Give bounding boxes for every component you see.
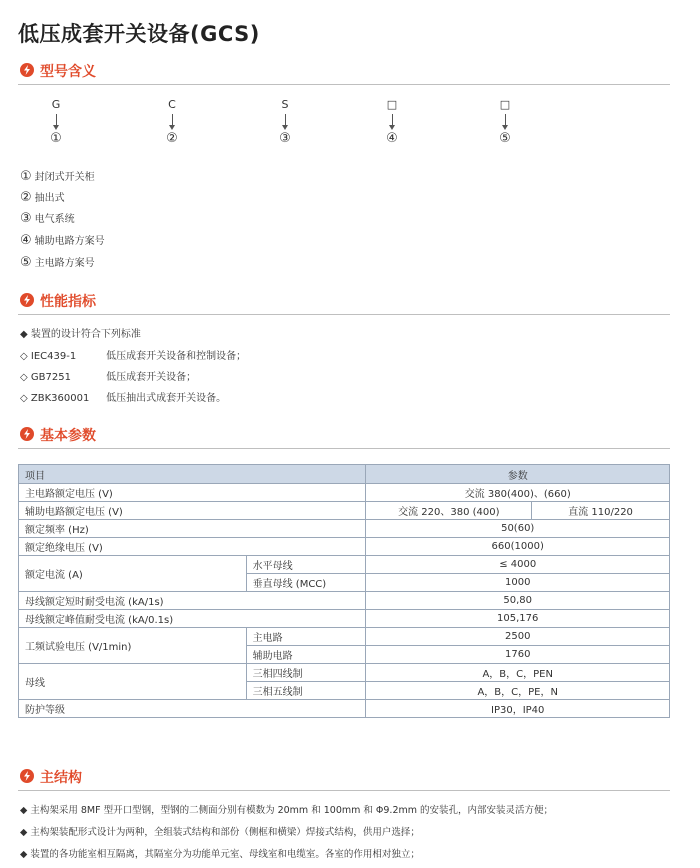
section-header-model — [18, 60, 670, 85]
row-label: 辅助电路额定电压 (V) — [19, 502, 366, 520]
model-meaning-item — [20, 254, 95, 270]
structure-item: ◆ 装置的各功能室相互隔离，其隔室分为功能单元室、母线室和电缆室。各室的作用相对独立； — [20, 849, 420, 860]
table-row — [19, 538, 670, 556]
row-sublabel: 水平母线 — [246, 556, 366, 574]
item-text: 封闭式开关柜 — [34, 172, 95, 183]
column-header: 参数 — [366, 465, 670, 484]
item-text: 电气系统 — [34, 214, 75, 225]
code-number: ④ — [386, 131, 398, 146]
model-meaning-item — [20, 189, 65, 205]
table-header-row — [19, 465, 670, 484]
diamond-icon: ◇ — [20, 351, 28, 362]
standard-desc: 低压抽出式成套开关设备。 — [106, 393, 227, 404]
item-text: 辅助电路方案号 — [34, 236, 105, 247]
model-meaning-item — [20, 168, 95, 184]
lightning-icon — [20, 427, 34, 441]
table-row — [19, 484, 670, 502]
row-value: 交流 220、380 (400) — [366, 502, 532, 520]
row-value: ≤ 4000 — [366, 556, 670, 574]
row-value: 2500 — [366, 628, 670, 646]
row-sublabel: 三相四线制 — [246, 664, 366, 682]
lightning-icon — [20, 293, 34, 307]
table-row — [19, 664, 670, 682]
standard-desc: 低压成套开关设备； — [106, 372, 197, 383]
item-number: ⑤ — [20, 255, 32, 270]
section-header-params — [18, 424, 670, 449]
row-label: 额定频率 (Hz) — [19, 520, 366, 538]
row-sublabel: 三相五线制 — [246, 682, 366, 700]
row-value: 660(1000) — [366, 538, 670, 556]
item-number: ① — [20, 169, 32, 184]
item-number: ② — [20, 190, 32, 205]
table-row — [19, 592, 670, 610]
standard-item — [20, 347, 246, 362]
page-title: 低压成套开关设备(GCS) — [18, 22, 260, 46]
code-number: ② — [166, 131, 178, 146]
column-header: 项目 — [19, 465, 366, 484]
row-sublabel: 主电路 — [246, 628, 366, 646]
standard-code: ZBK360001 — [30, 393, 90, 404]
section-title: 型号含义 — [40, 64, 96, 80]
arrow-down-icon — [285, 114, 286, 126]
arrow-down-icon — [505, 114, 506, 126]
item-text: 主电路方案号 — [34, 258, 95, 269]
code-number: ⑤ — [499, 131, 511, 146]
row-label: 主电路额定电压 (V) — [19, 484, 366, 502]
row-label: 母线 — [19, 664, 247, 700]
row-value: 50,80 — [366, 592, 670, 610]
row-value: 直流 110/220 — [532, 502, 670, 520]
table-row — [19, 520, 670, 538]
row-sublabel: 垂直母线 (MCC) — [246, 574, 366, 592]
code-number: ① — [50, 131, 62, 146]
row-value: 交流 380(400)、(660) — [366, 484, 670, 502]
row-value: IP30，IP40 — [366, 700, 670, 718]
row-value: 105,176 — [366, 610, 670, 628]
standard-code: GB7251 — [30, 372, 71, 383]
item-text: 抽出式 — [34, 193, 65, 204]
params-table — [18, 464, 670, 718]
section-title: 性能指标 — [40, 294, 96, 310]
table-row — [19, 700, 670, 718]
section-title: 主结构 — [40, 770, 82, 786]
model-meaning-item — [20, 232, 105, 248]
code-letter: □ — [386, 98, 398, 111]
lightning-icon — [20, 769, 34, 783]
code-letter: C — [168, 98, 176, 111]
row-value: A，B，C，PEN — [366, 664, 670, 682]
standard-item — [20, 368, 196, 383]
table-row — [19, 502, 670, 520]
section-header-structure — [18, 766, 670, 791]
standard-desc: 低压成套开关设备和控制设备； — [106, 351, 247, 362]
diamond-icon: ◇ — [20, 393, 28, 404]
row-label: 工频试验电压 (V/1min) — [19, 628, 247, 664]
code-letter: S — [281, 98, 289, 111]
code-letter: □ — [499, 98, 511, 111]
diamond-icon: ◇ — [20, 372, 28, 383]
row-value: 1000 — [366, 574, 670, 592]
section-title: 基本参数 — [40, 428, 96, 444]
code-number: ③ — [279, 131, 291, 146]
standards-intro: ◆ 装置的设计符合下列标准 — [20, 329, 141, 340]
table-row — [19, 556, 670, 574]
row-label: 母线额定峰值耐受电流 (kA/0.1s) — [19, 610, 366, 628]
row-label: 防护等级 — [19, 700, 366, 718]
row-value: 50(60) — [366, 520, 670, 538]
section-header-performance — [18, 290, 670, 315]
row-label: 额定电流 (A) — [19, 556, 247, 592]
standard-code: IEC439-1 — [30, 351, 77, 362]
table-row — [19, 610, 670, 628]
model-code-column — [270, 98, 300, 146]
row-value: 1760 — [366, 646, 670, 664]
model-code-column — [41, 98, 71, 146]
lightning-icon — [20, 63, 34, 77]
item-number: ④ — [20, 233, 32, 248]
row-value: A，B，C，PE，N — [366, 682, 670, 700]
model-code-column — [377, 98, 407, 146]
row-sublabel: 辅助电路 — [246, 646, 366, 664]
model-meaning-item — [20, 210, 75, 226]
arrow-down-icon — [56, 114, 57, 126]
structure-item: ◆ 主构架采用 8MF 型开口型钢，型钢的二侧面分别有模数为 20mm 和 100mm 和 Φ9.2mm 的安装孔，内部安装灵活方便； — [20, 805, 554, 816]
table-row — [19, 628, 670, 646]
code-letter: G — [51, 98, 61, 111]
arrow-down-icon — [172, 114, 173, 126]
item-number: ③ — [20, 211, 32, 226]
arrow-down-icon — [392, 114, 393, 126]
structure-item: ◆ 主构架装配形式设计为两种，全组装式结构和部份（侧框和横梁）焊接式结构，供用户选择； — [20, 827, 420, 838]
row-label: 母线额定短时耐受电流 (kA/1s) — [19, 592, 366, 610]
standard-item — [20, 389, 226, 404]
model-code-column — [490, 98, 520, 146]
model-code-column — [157, 98, 187, 146]
row-label: 额定绝缘电压 (V) — [19, 538, 366, 556]
